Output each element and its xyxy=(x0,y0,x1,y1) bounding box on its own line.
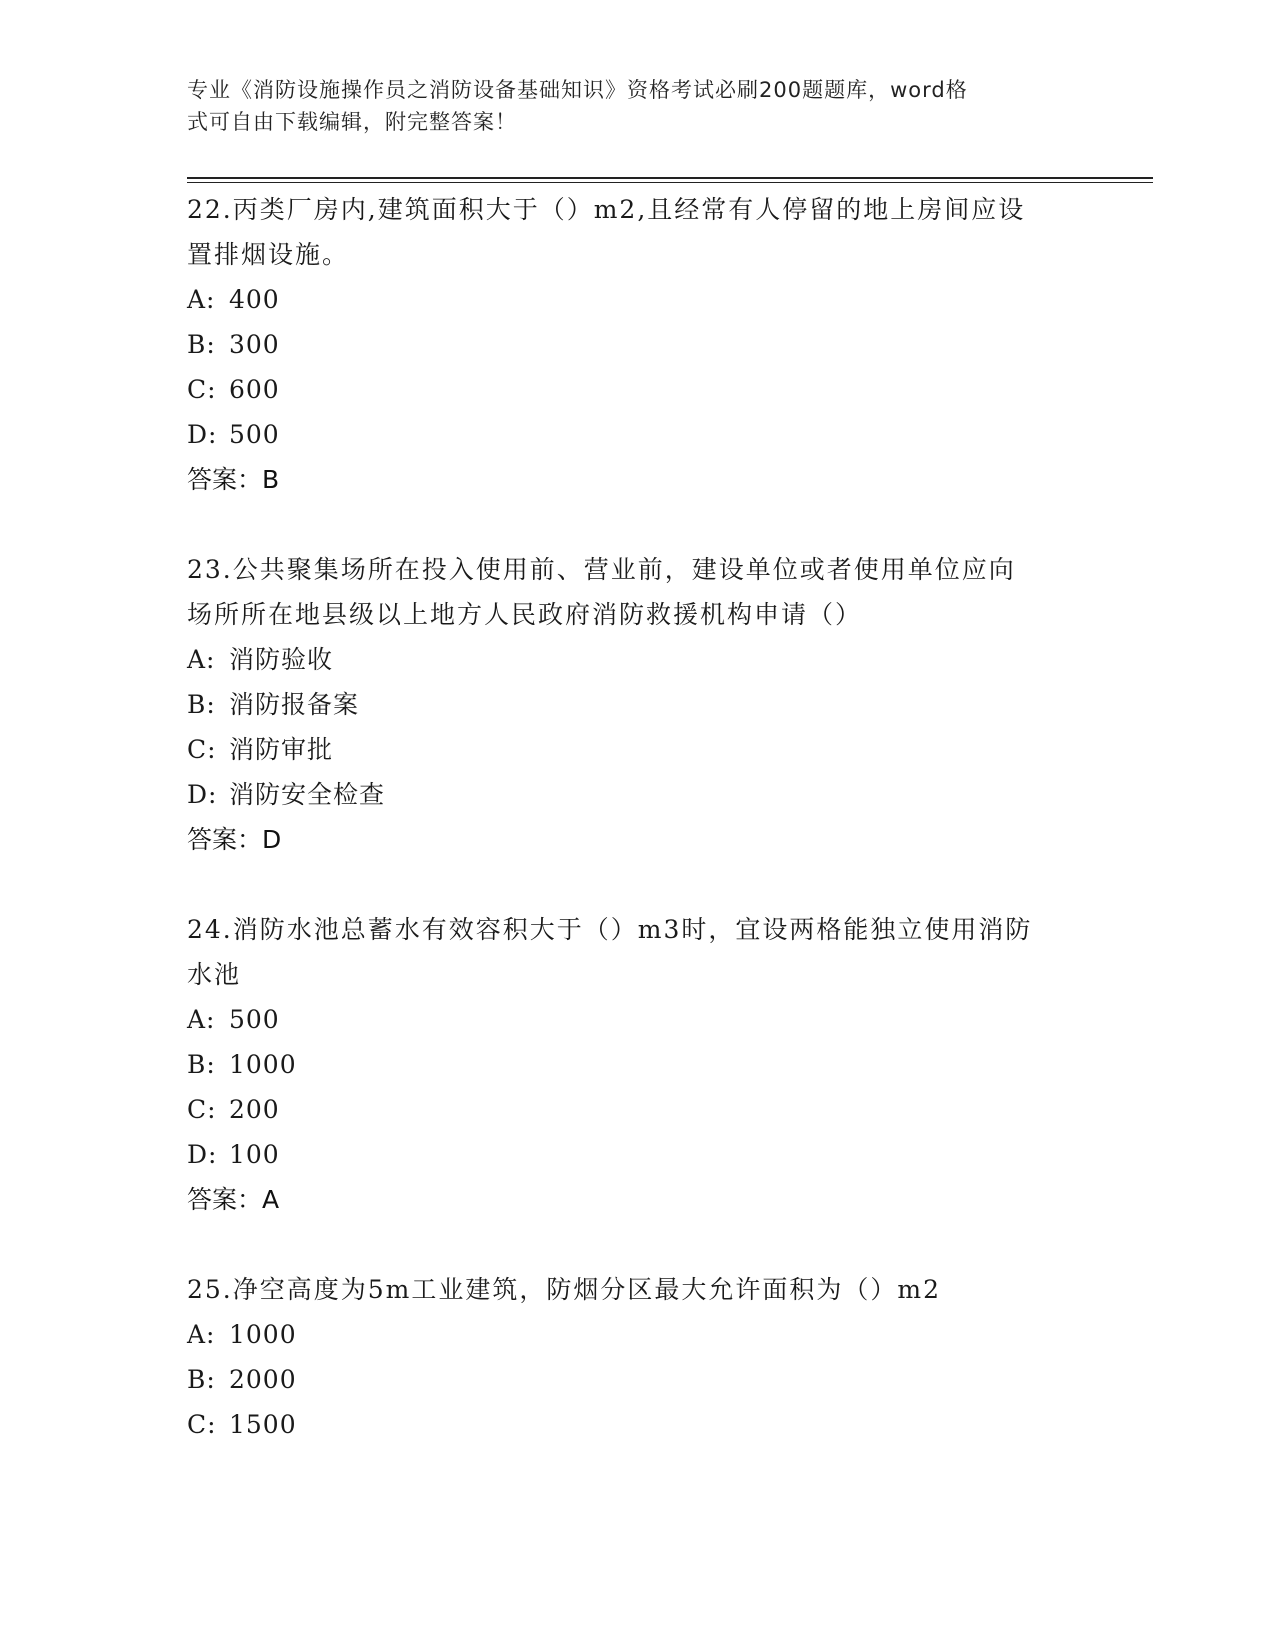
option-key: C: xyxy=(187,735,217,764)
option-text: 100 xyxy=(229,1140,280,1169)
option-a xyxy=(187,997,1087,1042)
option-text: 400 xyxy=(229,285,280,314)
option-text: 消防安全检查 xyxy=(229,780,386,809)
header-divider-thin xyxy=(187,182,1153,183)
option-text: 消防验收 xyxy=(229,645,334,674)
option-key: C: xyxy=(187,1095,217,1124)
question-24 xyxy=(187,907,1087,1222)
option-key: C: xyxy=(187,1410,217,1439)
option-c xyxy=(187,367,1087,412)
question-text-line: 水池 xyxy=(187,960,242,989)
option-text: 消防审批 xyxy=(229,735,334,764)
option-c xyxy=(187,727,1087,772)
option-key: A: xyxy=(187,1320,216,1349)
option-text: 消防报备案 xyxy=(229,690,360,719)
option-d xyxy=(187,412,1087,457)
option-text: 600 xyxy=(229,375,280,404)
header-line-2: 式可自由下载编辑，附完整答案！ xyxy=(187,110,517,134)
option-key: D: xyxy=(187,780,218,809)
option-text: 200 xyxy=(229,1095,280,1124)
answer: 答案：D xyxy=(187,825,282,854)
option-key: B: xyxy=(187,690,216,719)
option-b xyxy=(187,1357,1087,1402)
question-text-line: 场所所在地县级以上地方人民政府消防救援机构申请（） xyxy=(187,600,863,629)
option-b xyxy=(187,1042,1087,1087)
answer: 答案：B xyxy=(187,465,280,494)
option-b xyxy=(187,682,1087,727)
answer: 答案：A xyxy=(187,1185,280,1214)
question-text-line: 23.公共聚集场所在投入使用前、营业前，建设单位或者使用单位应向 xyxy=(187,555,1016,584)
option-c xyxy=(187,1087,1087,1132)
option-a xyxy=(187,277,1087,322)
option-text: 500 xyxy=(229,1005,280,1034)
option-text: 300 xyxy=(229,330,280,359)
option-c xyxy=(187,1402,1087,1447)
option-text: 1000 xyxy=(229,1050,297,1079)
option-key: D: xyxy=(187,1140,218,1169)
question-text-line: 25.净空高度为5m工业建筑，防烟分区最大允许面积为（）m2 xyxy=(187,1275,941,1304)
option-text: 2000 xyxy=(229,1365,297,1394)
option-key: B: xyxy=(187,330,216,359)
option-d xyxy=(187,772,1087,817)
option-text: 1500 xyxy=(229,1410,297,1439)
option-key: A: xyxy=(187,285,216,314)
option-key: A: xyxy=(187,645,216,674)
document-header xyxy=(187,74,1067,138)
option-key: A: xyxy=(187,1005,216,1034)
question-23 xyxy=(187,547,1087,862)
option-text: 1000 xyxy=(229,1320,297,1349)
question-22 xyxy=(187,187,1087,502)
option-key: B: xyxy=(187,1050,216,1079)
option-a xyxy=(187,637,1087,682)
question-text-line: 置排烟设施。 xyxy=(187,240,350,269)
option-d xyxy=(187,1132,1087,1177)
option-text: 500 xyxy=(229,420,280,449)
option-key: C: xyxy=(187,375,217,404)
option-key: B: xyxy=(187,1365,216,1394)
option-a xyxy=(187,1312,1087,1357)
question-text-line: 24.消防水池总蓄水有效容积大于（）m3时，宜设两格能独立使用消防 xyxy=(187,915,1033,944)
header-line-1: 专业《消防设施操作员之消防设备基础知识》资格考试必刷200题题库，word格 xyxy=(187,78,968,102)
option-b xyxy=(187,322,1087,367)
question-25 xyxy=(187,1267,1087,1447)
question-text-line: 22.丙类厂房内,建筑面积大于（）m2,且经常有人停留的地上房间应设 xyxy=(187,195,1026,224)
option-key: D: xyxy=(187,420,218,449)
header-divider-thick xyxy=(187,177,1153,179)
